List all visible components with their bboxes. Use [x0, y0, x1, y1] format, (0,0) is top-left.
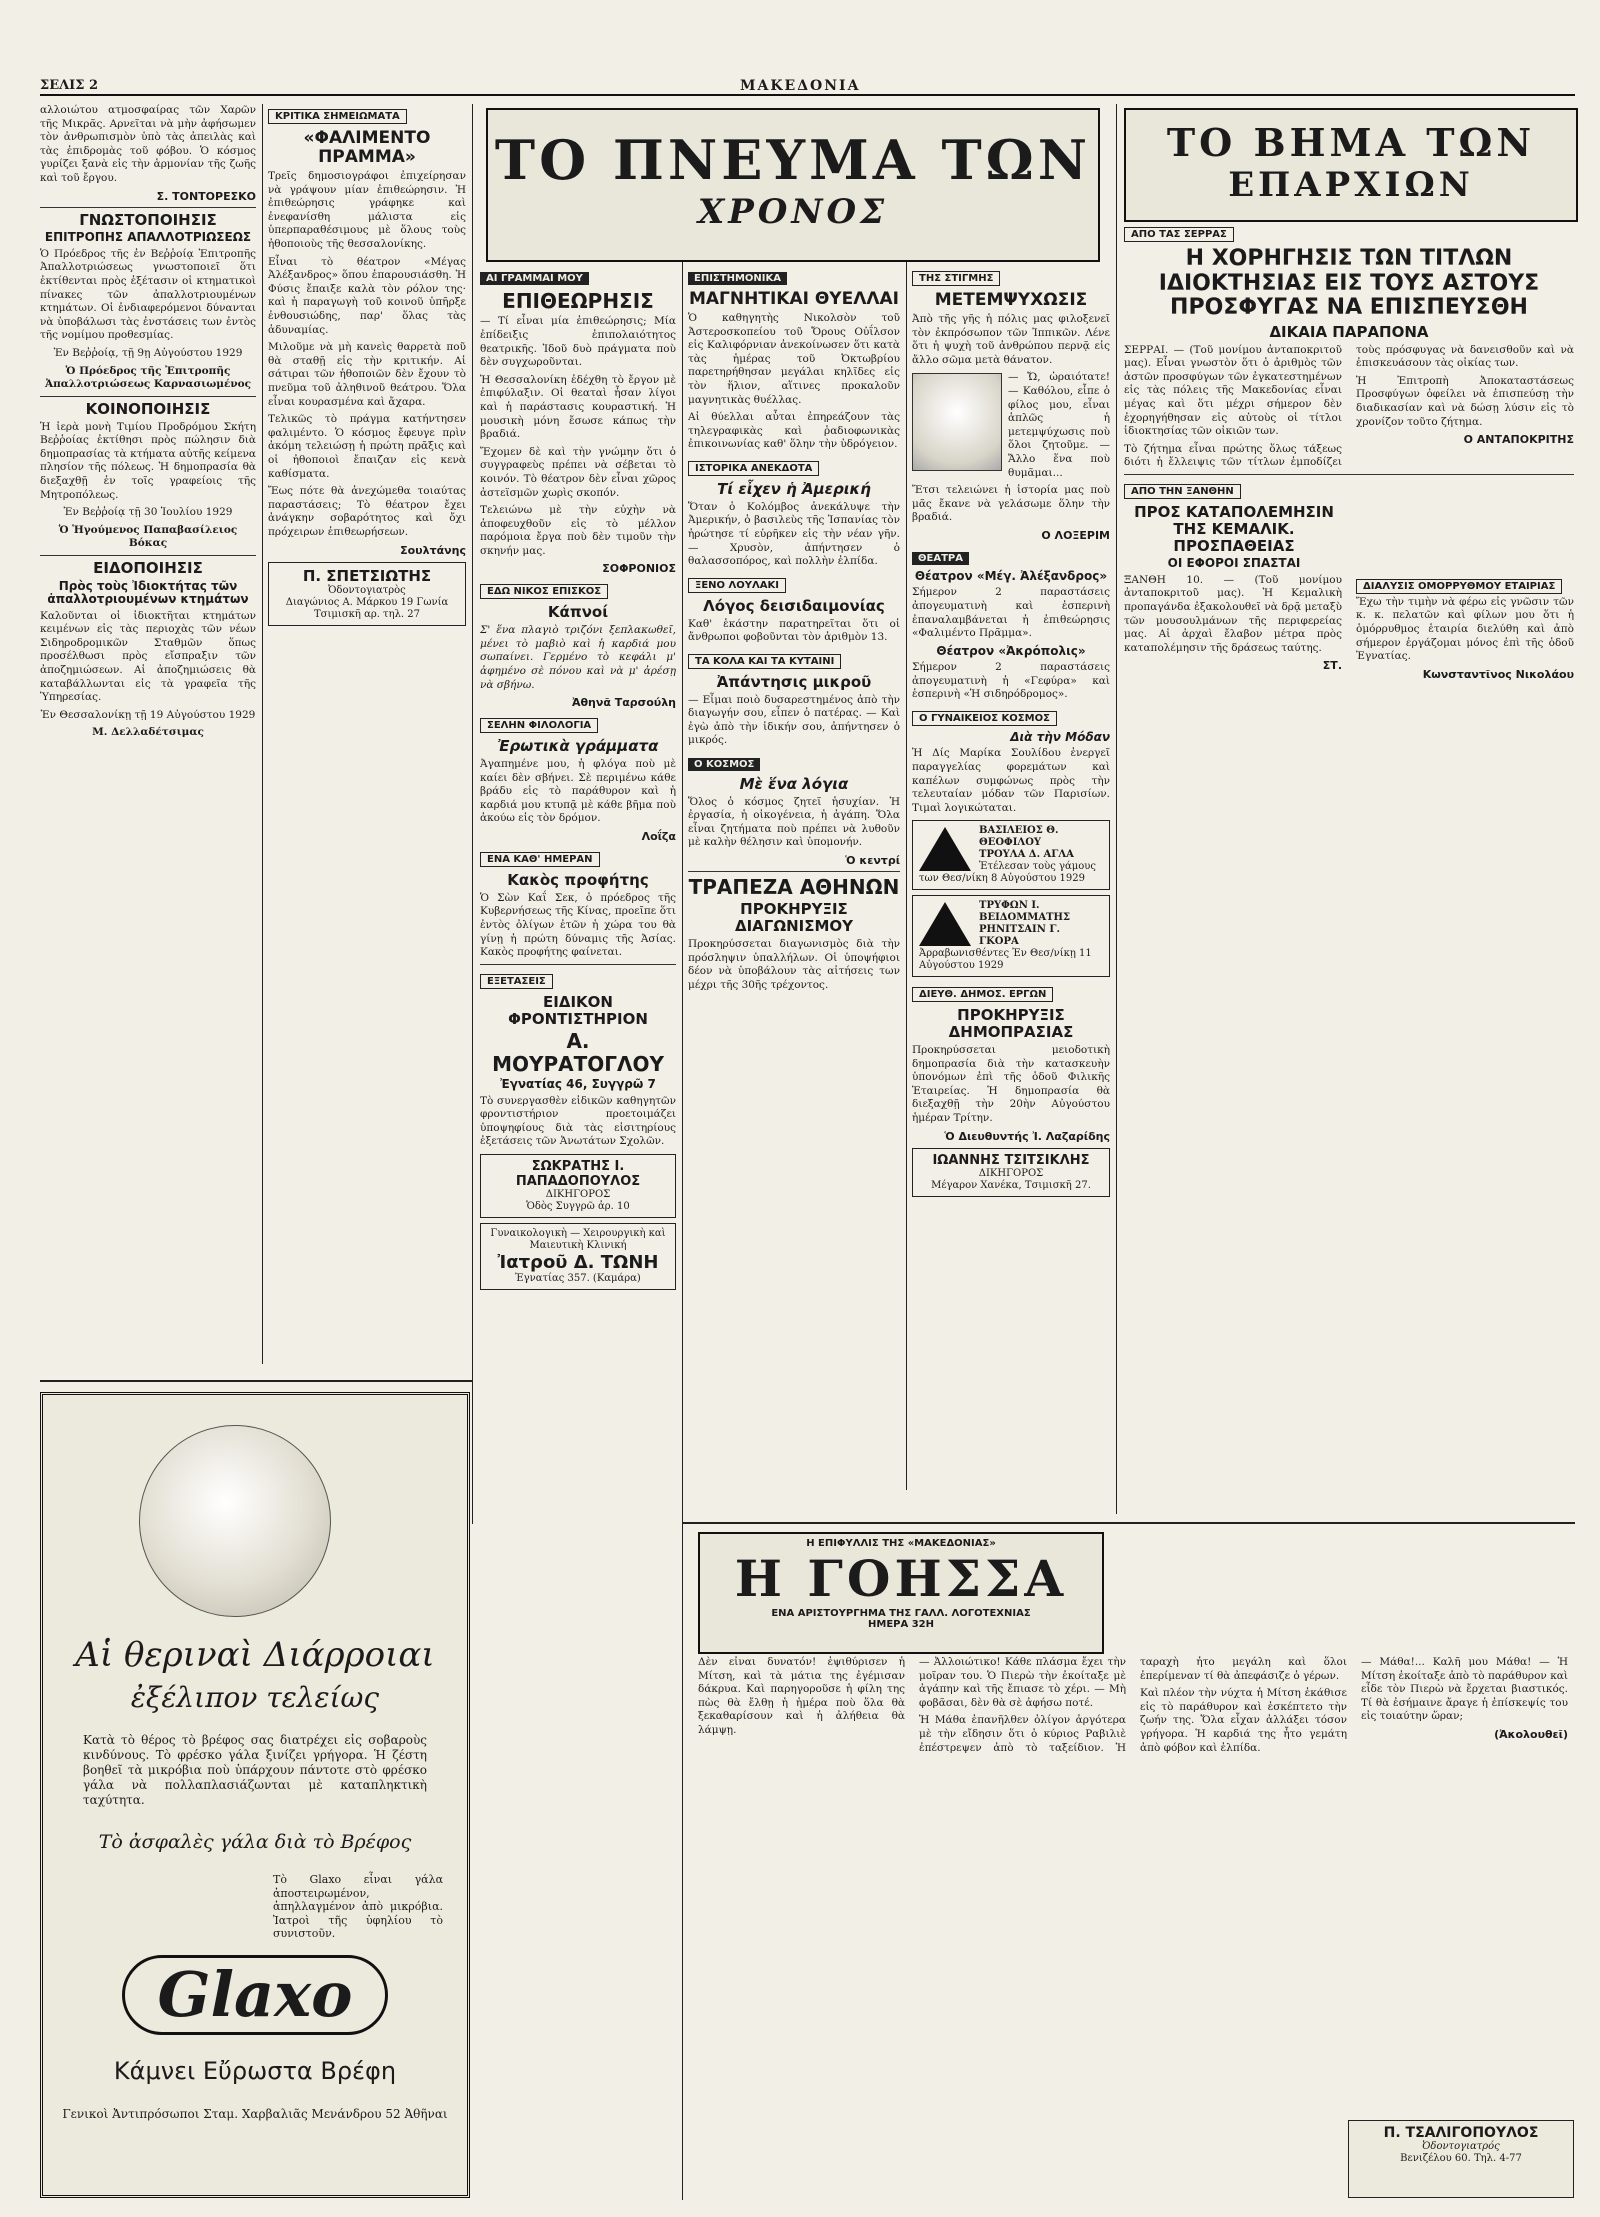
- article-text: Ἔχω τὴν τιμὴν νὰ φέρω εἰς γνῶσιν τῶν κ. κ. πελατῶν καὶ φίλων μου ὅτι ἡ ὁμόρρυθμος ἑταιρία διελύθη καὶ ἀπὸ σήμερον ἐργάζομαι μόνος ἐπὶ τῆς ὁδοῦ Ἐγνατίας.: [1356, 595, 1574, 663]
- notice-text: Ὁ Πρόεδρος τῆς ἐν Βεῤῥοίᾳ Ἐπιτροπῆς Ἀπαλλοτριώσεως γνωστοποιεῖ ὅτι ἐκτίθενται πρὸς ἐξέτασιν οἱ κτηματικοὶ πίνακες τῶν ἀπαλλοτριουμένων κτημάτων. Οἱ ἐνδιαφερόμενοι δύνανται νὰ ὑποβάλωσι τὰς ἐνστάσεις των ἐντὸς τῆς νομίμου προθεσμίας.: [40, 247, 256, 342]
- glaxo-logo-wrap: [63, 1955, 447, 2035]
- signature: Ἀθηνᾶ Ταρσούλη: [571, 696, 676, 710]
- signature: Ο ΛΟΞΕΡΙΜ: [1041, 528, 1110, 542]
- article-body: [1124, 344, 1574, 470]
- notice-date: Ἐν Θεσσαλονίκῃ τῇ 19 Αὐγούστου 1929: [40, 708, 256, 721]
- section-kicker: ΚΡΙΤΙΚΑ ΣΗΜΕΙΩΜΑΤΑ: [268, 109, 407, 124]
- notice-date: Ἐν Βεῤῥοίᾳ τῇ 30 Ἰουλίου 1929: [63, 506, 233, 519]
- page-number: ΣΕΛΙΣ 2: [40, 78, 99, 93]
- serial-text: — Ἀλλοιώτικο! Κάθε πλάσμα ἔχει τὴν μοῖραν του. Ὁ Πιερὼ τὴν ἐκοίταξε μὲ ἀγάπην καὶ τῆς ἔπιασε τὸ χέρι. — Μὴ φοβᾶσαι, δὲν θὰ σὲ ἀφήσω ποτέ.: [919, 1656, 1126, 1709]
- card-address: Μέγαρον Χανέκα, Τσιμισκῆ 27.: [931, 1179, 1091, 1191]
- section-kicker: ΣΕΛΗΝ ΦΙΛΟΛΟΓΙΑ: [480, 718, 598, 733]
- notice-name: ΒΑΣΙΛΕΙΟΣ Θ. ΘΕΟΦΙΛΟΥ: [979, 825, 1059, 849]
- article-title: Διὰ τὴν Μόδαν: [1010, 729, 1110, 744]
- ad-tagline: Κάμνει Εὔρωστα Βρέφη: [113, 2057, 397, 2085]
- serial-text: Καὶ πλέον τὴν νύχτα ἡ Μίτση ἐκάθισε εἰς τὸ παράθυρον καὶ ἐσκέπτετο τὴν ζωήν της. Ὅλα εἶχαν ἀλλάξει τόσον γρήγορα. Ἡ καρδιά της ἦτο γεμάτη ἀπὸ φόβον καὶ ἐλπίδα.: [1140, 1687, 1347, 1754]
- article-text: ΣΕΡΡΑΙ. — (Τοῦ μονίμου ἀνταποκριτοῦ μας). Εἶναι γνωστὸν ὅτι ὁ ἀριθμὸς τῶν ἀστῶν προσφύγων τῶν ἐγκατεστημένων εἰς τὰς πόλεις τῆς Μακεδονίας εἶναι μέγας καὶ ὅτι μέχρι σήμερον δὲν ἐχορηγήθησαν εἰς αὐτοὺς οἱ τίτλοι ἰδιοκτησίας τῶν οἰκιῶν των.: [1124, 343, 1342, 438]
- article-text: Καθ' ἑκάστην παρατηρεῖται ὅτι οἱ ἄνθρωποι φοβοῦνται τὸν ἀριθμὸν 13.: [688, 617, 900, 644]
- column-rule: [472, 104, 473, 1524]
- notice-text: Ἐτέλεσαν τοὺς γάμους των Θεσ/νίκη 8 Αὐγούστου 1929: [919, 861, 1096, 885]
- theatre-name: Θέατρον «Ἀκρόπολις»: [936, 643, 1086, 658]
- notice-text: Προκηρύσσεται μειοδοτικὴ δημοπρασία διὰ τὴν κατασκευὴν ὑπονόμων ἐπὶ τῆς ὁδοῦ Φιλικῆς Ἑταιρείας. Ἡ δημοπρασία θὰ διεξαχθῇ τὴν 20ὴν Αὐγούστου ἡμέραν Τρίτην.: [912, 1043, 1110, 1124]
- section-kicker: ΤΑ ΚΟΛΑ ΚΑΙ ΤΑ ΚΥΤΑΙΝΙ: [688, 654, 841, 669]
- caricature-portrait: [912, 373, 1002, 471]
- signature: ΣΟΦΡΟΝΙΟΣ: [602, 562, 676, 576]
- ad-agents: Γενικοὶ Ἀντιπρόσωποι Σταμ. Χαρβαλιᾶς Μενάνδρου 52 Ἀθῆναι: [62, 2107, 448, 2121]
- section-kicker: ΕΝΑ ΚΑΘ' ΗΜΕΡΑΝ: [480, 852, 600, 867]
- article-text: Τελικῶς τὸ πράγμα κατήντησεν φαλιμέντο. Ὁ κόσμος ἔφευγε πρὶν ἀκόμη τελειώσῃ ἡ πρώτη πρᾶξις καὶ οἱ ἠθοποιοὶ ἔπαιζαν εἰς κενὰ καθίσματα.: [268, 413, 466, 480]
- divider: [40, 207, 256, 208]
- signature: Ὁ κεντρί: [845, 854, 900, 868]
- theatre-text: Σήμερον 2 παραστάσεις ἀπογευματινὴ καὶ ἑσπερινὴ ἐπαναλαμβάνεται ἡ ἐπιθεώρησις «Φαλιμέντο Πρᾶμμα».: [912, 586, 1110, 640]
- divider: [1124, 474, 1574, 475]
- banner-title: ΤΟ ΠΝΕΥΜΑ ΤΩΝ: [494, 128, 1092, 192]
- notice-heading: ΕΙΔΟΠΟΙΗΣΙΣ: [93, 558, 203, 577]
- column-5: [912, 266, 1110, 1516]
- column-rule: [682, 260, 683, 2200]
- article-subtitle: ΔΙΚΑΙΑ ΠΑΡΑΠΟΝΑ: [1269, 322, 1429, 341]
- article-text: Τὸ ζήτημα εἶναι πρώτης ὅλως τάξεως διότι ἡ ἔλλειψις τῶν τίτλων ἐμποδίζει τοὺς πρόσφυγας νὰ δανεισθοῦν καὶ νὰ ἐπισκευάσουν τὰς οἰκίας των.: [1124, 343, 1574, 469]
- card-name: ΣΩΚΡΑΤΗΣ Ι. ΠΑΠΑΔΟΠΟΥΛΟΣ: [515, 1158, 641, 1189]
- card-name: Π. ΣΠΕΤΣΙΩΤΗΣ: [302, 566, 432, 585]
- notice-text: Ἀρραβωνισθέντες Ἐν Θεσ/νίκῃ 11 Αὐγούστου 1929: [919, 948, 1092, 972]
- signature: Ὁ Διευθυντής Ἰ. Λαζαρίδης: [944, 1129, 1110, 1143]
- article-text: αλλοιώτου ατμοσφαίρας τῶν Χαρῶν τῆς Μικρᾶς. Αρνεῖται νὰ μὴν ἀφήσωμεν τὸν ἀνθρωπισμὸν ὑπὸ τὰς ἀπειλὰς καὶ τὰς ἐπιδρομὰς τοῦ φόβου. Ὁ κόσμος γυρίζει ξανὰ εἰς τὴν ἁρμονίαν τῆς ζωῆς καὶ τοῦ ἔργου.: [40, 104, 256, 184]
- section-kicker: ΕΔΩ ΝΙΚΟΣ ΕΠΙΣΚΟΣ: [480, 584, 608, 599]
- article-title: ΜΑΓΝΗΤΙΚΑΙ ΘΥΕΛΛΑΙ: [688, 289, 900, 309]
- clinic-card: [480, 1223, 676, 1290]
- notice-subheading: ΕΠΙΤΡΟΠΗΣ ΑΠΑΛΛΟΤΡΙΩΣΕΩΣ: [44, 230, 252, 245]
- lawyer-card: [480, 1154, 676, 1218]
- notice-name: ΤΡΥΦΩΝ Ι. ΒΕΙΔΟΜΜΑΤΗΣ: [979, 900, 1071, 924]
- horizontal-rule: [682, 1522, 1575, 1524]
- school-address: Ἐγνατίας 46, Συγγρῶ 7: [500, 1077, 656, 1092]
- serial-kicker: Η ΕΠΙΦΥΛΛΙΣ ΤΗΣ «ΜΑΚΕΔΟΝΙΑΣ»: [806, 1538, 996, 1549]
- column-2: [268, 104, 466, 1374]
- signature: ΣΤ.: [1322, 659, 1342, 673]
- article-text: Αἱ θύελλαι αὗται ἐπηρεάζουν τὰς τηλεγραφικὰς καὶ ῥαδιοφωνικὰς ἐπικοινωνίας καθ' ὅλην τὴν ὑδρόγειον.: [688, 411, 900, 451]
- article-title: Μὲ ἕνα λόγια: [739, 774, 849, 793]
- article-text: Τελειώνω μὲ τὴν εὐχὴν νὰ ἀποφευχθοῦν εἰς τὸ μέλλον παρόμοια ἔργα ποὺ δὲν τιμοῦν τὴν σκηνήν μας.: [480, 504, 676, 557]
- card-address: Ὁδὸς Συγγρῶ ἀρ. 10: [526, 1200, 630, 1212]
- article-title: Λόγος δεισιδαιμονίας: [703, 596, 885, 615]
- article-text: Ἀγαπημένε μου, ἡ φλόγα ποὺ μὲ καίει δὲν σβήνει. Σὲ περιμένω κάθε βράδυ εἰς τὸ παράθυρον καὶ ἡ καρδιά μου κτυπᾷ μὲ κάθε βῆμα ποὺ ἀκούω εἰς τὸν δρόμον.: [480, 758, 676, 825]
- section-kicker: ΕΞΕΤΑΣΕΙΣ: [480, 974, 553, 989]
- serial-banner: [698, 1532, 1104, 1654]
- article-text: Ἔως πότε θὰ ἀνεχώμεθα τοιαύτας παραστάσεις; Τὸ θέατρον ἔχει ἀνάγκην σοβαρότητος καὶ ὄχι πρόχειρων ἐπιθεωρήσεων.: [268, 485, 466, 538]
- section-kicker: ΔΙΑΛΥΣΙΣ ΟΜΟΡΡΥΘΜΟΥ ΕΤΑΙΡΙΑΣ: [1356, 579, 1562, 594]
- column-4: [688, 266, 900, 1516]
- divider: [40, 396, 256, 397]
- notice-subheading: Πρὸς τοὺς Ἰδιοκτήτας τῶν ἀπαλλοτριουμένων κτημάτων: [47, 578, 249, 607]
- signature: Λοΐζα: [641, 830, 676, 844]
- banner-subtitle: ΕΠΑΡΧΙΩΝ: [1228, 165, 1474, 205]
- divider: [688, 871, 900, 872]
- card-role: ΔΙΚΗΓΟΡΟΣ: [978, 1167, 1044, 1179]
- card-name: Ἰατροῦ Δ. ΤΩΝΗ: [497, 1251, 659, 1273]
- column-rule: [906, 260, 907, 1490]
- divider: [40, 555, 256, 556]
- section-kicker: ΑΠΟ ΤΗΝ ΞΑΝΘΗΝ: [1124, 484, 1241, 499]
- banner-subtitle: ΧΡΟΝΟΣ: [697, 192, 889, 232]
- article-text: Ἔχομεν δὲ καὶ τὴν γνώμην ὅτι ὁ συγγραφεὺς πρέπει νὰ σέβεται τὸ κοινόν. Τὸ θέατρον δὲν εἶναι χῶρος ἀστεϊσμῶν χωρὶς σκοπόν.: [480, 445, 676, 499]
- school-heading: ΕΙΔΙΚΟΝ ΦΡΟΝΤΙΣΤΗΡΙΟΝ: [508, 992, 648, 1028]
- notice-signature: Ὁ Ἡγούμενος Παπαβασίλειος Βόκας: [58, 523, 238, 550]
- article-body: [1124, 574, 1574, 681]
- article-text: Ὅλος ὁ κόσμος ζητεῖ ἡσυχίαν. Ἡ ἐργασία, ἡ οἰκογένεια, ἡ ἀγάπη. Ὅλα εἶναι ζητήματα ποὺ πρέπει νὰ λυθοῦν μὲ καλὴν θέλησιν καὶ ὑπομονήν.: [688, 795, 900, 849]
- article-text: Ἔτσι τελειώνει ἡ ἱστορία μας ποὺ μᾶς ἔκανε νὰ γελάσωμε ὅλην τὴν βραδιά.: [912, 484, 1110, 524]
- article-text: Ἡ Δίς Μαρίκα Σουλίδου ἐνεργεῖ παραγγελίας φορεμάτων καὶ καπέλων συμφώνως πρὸς τὴν τελευταίαν μόδαν τῶν Παρισίων. Τιμαὶ λογικώταται.: [912, 747, 1110, 814]
- article-text: Ὅταν ὁ Κολόμβος ἀνεκάλυψε τὴν Ἀμερικήν, ὁ βασιλεὺς τῆς Ἱσπανίας τὸν ἠρώτησε τί εὑρῆκεν εἰς τὴν νέαν γῆν. — Χρυσὸν, ἀπήντησεν ὁ θαλασσοπόρος, καὶ πολλὴν ἐλπίδα.: [688, 500, 900, 568]
- column-1: [40, 104, 256, 1374]
- section-kicker: Ο ΓΥΝΑΙΚΕΙΟΣ ΚΟΣΜΟΣ: [912, 711, 1057, 726]
- notice-name: ΤΡΟΥΛΑ Δ. ΑΓΛΑ: [979, 849, 1074, 861]
- triangle-ornament: [919, 902, 971, 946]
- signature: Σ. ΤΟΝΤΟΡΕΣΚΟ: [156, 189, 256, 203]
- article-title: ΠΡΟΣ ΚΑΤΑΠΟΛΕΜΗΣΙΝ ΤΗΣ ΚΕΜΑΛΙΚ. ΠΡΟΣΠΑΘΕΙΑΣ: [1134, 503, 1334, 555]
- theatre-name: Θέατρον «Μέγ. Ἀλέξανδρος»: [914, 568, 1108, 583]
- notice-text: Καλοῦνται οἱ ἰδιοκτῆται κτημάτων κειμένων εἰς τὰς περιοχὰς τῶν νέων Σιδηροδρομικῶν Σταθμῶν ὅπως προσέλθωσι πρὸς εἴσπραξιν τῶν ἀποζημιώσεων. Αἱ ἀποζημιώσεις θὰ καταβάλλωνται εἰς τὰ γραφεῖα τῆς Ὑπηρεσίας.: [40, 609, 256, 704]
- article-text: ΞΑΝΘΗ 10. — (Τοῦ μονίμου ἀνταποκριτοῦ μας). Ἡ Κεμαλικὴ προπαγάνδα ἐξακολουθεῖ νὰ δρᾷ μεταξὺ τῶν μουσουλμάνων τῆς περιφερείας μας. Αἱ ἀρχαὶ ἔλαβον μέτρα πρὸς καταπολέμησιν τῆς δράσεως ταύτης.: [1124, 573, 1342, 654]
- article-text: — Τί εἶναι μία ἐπιθεώρησις; Μία ἐπίδειξις ἐπιπολαιότητος θεατρικῆς. Ἰδοῦ δυὸ πράγματα ποὺ δὲν συγχωροῦνται.: [480, 315, 676, 369]
- section-kicker: ΘΕΑΤΡΑ: [912, 552, 969, 565]
- section-kicker: Ο ΚΟΣΜΟΣ: [688, 758, 760, 771]
- article-text: Μιλοῦμε νὰ μὴ κανεὶς θαρρετὰ ποῦ θὰ σταθῇ εἰς τὴν κριτικήν. Αἱ σάτιραι τῶν ἠθοποιῶν δὲν ἔχουν τὸ πνεῦμα τοῦ ἀληθινοῦ θεάτρου. Ὅλα εἶναι κουρασμένα καὶ ἄχαρα.: [268, 341, 466, 408]
- serial-columns: [698, 1656, 1568, 2096]
- wedding-notice: [912, 820, 1110, 890]
- card-name: Π. ΤΣΑΛΙΓΟΠΟΥΛΟΣ: [1383, 2125, 1539, 2141]
- article-title: ΕΠΙΘΕΩΡΗΣΙΣ: [502, 289, 654, 313]
- article-text: Ἀπὸ τῆς γῆς ἡ πόλις μας φιλοξενεῖ τὸν ἐκπρόσωπον τῶν Ἰππικῶν. Λένε ὅτι ἡ ψυχὴ τοῦ ἀνθρώπου περνᾷ εἰς ἄλλο σῶμα μετὰ θάνατον.: [912, 313, 1110, 366]
- section-kicker: ΑΙ ΓΡΑΜΜΑΙ ΜΟΥ: [480, 272, 589, 285]
- serial-day: ΗΜΕΡΑ 32Η: [868, 1619, 934, 1630]
- notice-heading: ΠΡΟΚΗΡΥΞΙΣ ΔΗΜΟΠΡΑΣΙΑΣ: [948, 1006, 1074, 1042]
- serial-continued: (Ἀκολουθεῖ): [1494, 1727, 1568, 1741]
- card-address: Διαγώνιος Α. Μάρκου 19 Γωνία Τσιμισκῆ αρ. τηλ. 27: [285, 596, 449, 620]
- school-text: Τὸ συνεργασθὲν εἰδικῶν καθηγητῶν φροντιστήριον προετοιμάζει ὑποψηφίους διὰ τὰς εἰσιτηρίους ἐξετάσεις τῶν Ἀνωτάτων Σχολῶν.: [480, 1094, 676, 1148]
- horizontal-rule: [40, 1380, 472, 1382]
- bank-heading: ΤΡΑΠΕΖΑ ΑΘΗΝΩΝ: [688, 875, 900, 900]
- article-title: «ΦΑΛΙΜΕΝΤΟ ΠΡΑΜΜΑ»: [303, 128, 431, 168]
- article-text: Ἡ Ἐπιτροπὴ Ἀποκαταστάσεως Προσφύγων ὀφείλει νὰ ἐπισπεύσῃ τὴν διαδικασίαν καὶ νὰ δώσῃ λύσιν εἰς τὸ χρονίζον τοῦτο ζήτημα.: [1356, 374, 1574, 428]
- signature: Κωνσταντῖνος Νικολάου: [1422, 667, 1574, 681]
- article-text: — Εἶμαι ποιὸ δυσαρεστημένος ἀπὸ τὴν διαγωγήν σου, εἶπεν ὁ πατέρας. — Καὶ ἐγὼ ἀπὸ τὴν ἰδικήν σου, ἀπήντησεν ὁ μικρός.: [688, 693, 900, 747]
- card-role: Ὀδοντογιατρὸς: [328, 584, 406, 596]
- article-text: Ὁ Σὼν Καΐ Σεκ, ὁ πρόεδρος τῆς Κυβερνήσεως τῆς Κίνας, προεῖπε ὅτι ἐντὸς ὀλίγων ἐτῶν ἡ χώρα του θὰ γίνῃ ἡ πρώτη δύναμις τῆς Ἀσίας. Κακὸς προφήτης φαίνεται.: [480, 891, 676, 959]
- signature: Ο ΑΝΤΑΠΟΚΡΙΤΗΣ: [1463, 433, 1574, 447]
- notice-heading: ΚΟΙΝΟΠΟΙΗΣΙΣ: [85, 399, 211, 418]
- notice-name: ΡΗΝΙΤΣΑΙΝ Γ. ΓΚΟΡΑ: [979, 924, 1060, 948]
- bank-text: Προκηρύσσεται διαγωνισμὸς διὰ τὴν πρόσληψιν ὑπαλλήλων. Οἱ ὑποψήφιοι δέον νὰ ὑποβάλουν τὰς αἰτήσεις των μέχρι τῆς 30ῆς τρέχοντος.: [688, 938, 900, 991]
- card-role: Ὀδοντογιατρός: [1422, 2141, 1500, 2152]
- dentist-card: [1348, 2120, 1574, 2198]
- bank-subheading: ΠΡΟΚΗΡΥΞΙΣ ΔΙΑΓΩΝΙΣΜΟΥ: [734, 900, 854, 936]
- article-title: ΜΕΤΕΜΨΥΧΩΣΙΣ: [934, 290, 1088, 310]
- notice-text: Ἡ ἱερὰ μονὴ Τιμίου Προδρόμου Σκήτη Βεῤῥοίας ἐκτίθησι πρὸς πώλησιν διὰ δημοπρασίας τὰ κτήματα αὐτῆς κείμενα πλησίον τῆς πόλεως. Ἡ δημοπρασία θὰ διεξαχθῇ ἐν τοῖς γραφείοις τῆς Μητροπόλεως.: [40, 420, 256, 501]
- engagement-notice: [912, 895, 1110, 977]
- ad-slogan: Τὸ ἀσφαλὲς γάλα διὰ τὸ Βρέφος: [98, 1831, 412, 1853]
- article-title: Η ΧΟΡΗΓΗΣΙΣ ΤΩΝ ΤΙΤΛΩΝ ΙΔΙΟΚΤΗΣΙΑΣ ΕΙΣ ΤΟΥΣ ΑΣΤΟΥΣ ΠΡΟΣΦΥΓΑΣ ΝΑ ΕΠΙΣΠΕΥΣΘΗ: [1158, 246, 1540, 321]
- glaxo-advertisement: [40, 1392, 470, 2198]
- section-kicker: ΑΠΟ ΤΑΣ ΣΕΡΡΑΣ: [1124, 227, 1234, 242]
- ad-body: Κατὰ τὸ θέρος τὸ βρέφος σας διατρέχει εἰς σοβαροὺς κινδύνους. Τὸ φρέσκο γάλα ξινίζει γρήγορα. Ἡ ζέστη βοηθεῖ τὰ μικρόβια ποὺ ὑπάρχουν πάντοτε στὸ φρέσκο γάλα νὰ πολλαπλασιάζωνται μὲ καταπληκτικὴ ταχύτητα.: [83, 1733, 427, 1807]
- serial-text: — Μάθα!... Καλῆ μου Μάθα! — Ἡ Μίτση ἐκοίταξε ἀπὸ τὸ παράθυρον καὶ εἶδε τὸν Πιερὼ νὰ ἔρχεται βιαστικός. Τί θὰ ἐσήμαινε ἄραγε ἡ ἐπίσκεψίς του εἰς τοιαύτην ὥραν;: [1361, 1656, 1568, 1723]
- column-rule: [262, 104, 263, 1364]
- card-address: Βενιζέλου 60. Τηλ. 4-77: [1400, 2153, 1522, 2164]
- column-rule: [1116, 104, 1117, 1514]
- section-kicker: ΔΙΕΥΘ. ΔΗΜΟΣ. ΕΡΓΩΝ: [912, 987, 1053, 1002]
- glaxo-logo: Glaxo: [122, 1955, 388, 2035]
- article-text: — Ὤ, ὡραιότατε! — Καθόλου, εἶπε ὁ φίλος μου, εἶναι ἁπλῶς ἡ μετεμψύχωσις ποὺ ὅλοι ζητοῦμε. — Ἄλλο ἕνα ποὺ θυμᾶμαι...: [1008, 371, 1110, 479]
- notice-date: Ἐν Βεῤῥοίᾳ, τῇ 9ῃ Αὐγούστου 1929: [53, 346, 243, 359]
- notice-signature: Μ. Δελλαδέτσιμας: [92, 726, 204, 739]
- column-banner: [1124, 108, 1578, 222]
- card-top: Γυναικολογικὴ — Χειρουργικὴ καὶ Μαιευτικὴ Κλινική: [490, 1227, 666, 1251]
- article-text: Ὁ καθηγητὴς Νικολσὸν τοῦ Ἀστεροσκοπείου τοῦ Ὄρους Οὐΐλσον εἰς Καλιφόρνιαν ἀνεκοίνωσεν ὅτι κατὰ τὰς ἡμέρας τοῦ Ὀκτωβρίου παρετηρήθησαν μεγάλαι κηλῖδες εἰς τὸν ἥλιον, αἵτινες προκαλοῦν μαγνητικὰς θυέλλας.: [688, 312, 900, 406]
- ad-headline: Αἱ θεριναὶ Διάρροιαι: [75, 1635, 435, 1675]
- poem-text: Σ' ἕνα πλαγιὸ τριζόνι ξεπλακωθεῖ, μένει τὸ μαβιὸ καὶ ἡ καρδιά μου σωπαίνει. Γερμένο τὸ κεφάλι μ' ἀφημένο σὲ πόνου καὶ νὰ μ' ἀρέσῃ νὰ σβήνω.: [480, 624, 676, 691]
- school-name: Α. ΜΟΥΡΑΤΟΓΛΟΥ: [492, 1029, 664, 1076]
- section-kicker: ΕΠΙΣΤΗΜΟΝΙΚΑ: [688, 272, 787, 285]
- serial-subtitle: ΕΝΑ ΑΡΙΣΤΟΥΡΓΗΜΑ ΤΗΣ ΓΑΛΛ. ΛΟΓΟΤΕΧΝΙΑΣ: [771, 1608, 1031, 1619]
- article-title: Ἀπάντησις μικροῦ: [716, 672, 872, 691]
- article-text: Ἡ Θεσσαλονίκη ἐδέχθη τὸ ἔργον μὲ ἐπιφύλαξιν. Οἱ θεαταὶ ἦσαν λίγοι καὶ ἡ παράστασις κουραστική. Ἡ μουσικὴ μόνη ἔσωσε κάπως τὴν βραδιά.: [480, 373, 676, 441]
- article-text: Τρεῖς δημοσιογράφοι ἐπιχείρησαν νὰ γράψουν μίαν ἐπιθεώρησιν. Ἡ ἐπιθεώρησις γράφηκε καὶ ἐνεφανίσθη μάλιστα εἰς ὑπερπαραθέσιμους μὲ ὅλους τοὺς ἠθοποιοὺς τῆς θεσσαλονίκης.: [268, 170, 466, 251]
- card-role: ΔΙΚΗΓΟΡΟΣ: [545, 1188, 611, 1200]
- banner-title: ΤΟ ΒΗΜΑ ΤΩΝ: [1166, 120, 1536, 165]
- divider: [480, 964, 676, 965]
- column-6: [1124, 222, 1574, 1512]
- article-title: Ἐρωτικὰ γράμματα: [497, 737, 659, 756]
- card-name: ΙΩΑΝΝΗΣ ΤΣΙΤΣΙΚΛΗΣ: [932, 1152, 1090, 1168]
- article-text: Εἶναι τὸ θέατρον «Μέγας Ἀλέξανδρος» ὅπου ἐπαρουσιάσθη. Ἡ Φύσις ἔπαιξε καλὰ τὸν ρόλον της· καὶ ἡ παραγωγὴ τοῦ κοινοῦ ὑπῆρξε ἐνθουσιώδης, παρ' ὅλας τὰς ἀδυναμίας.: [268, 255, 466, 336]
- article-title: Τί εἶχεν ἡ Ἀμερική: [717, 479, 871, 498]
- article-title: Κακὸς προφήτης: [507, 871, 649, 890]
- column-3: [480, 266, 676, 2196]
- column-banner: [486, 108, 1100, 262]
- section-kicker: ΙΣΤΟΡΙΚΑ ΑΝΕΚΔΟΤΑ: [688, 461, 819, 476]
- theatre-text: Σήμερον 2 παραστάσεις ἀπογευματινὴ ἡ «Γεφύρα» καὶ ἑσπερινὴ «Ἡ σιδηρόδρομος».: [912, 661, 1110, 701]
- article-title: Κάπνοί: [547, 603, 609, 622]
- serial-title: Η ΓΟΗΣΣΑ: [734, 1549, 1068, 1608]
- article-subtitle: ΟΙ ΕΦΟΡΟΙ ΣΠΑΣΤΑΙ: [1167, 556, 1301, 571]
- triangle-ornament: [919, 827, 971, 871]
- ad-headline-2: ἐξέλιπον τελείως: [130, 1681, 380, 1714]
- newspaper-name: ΜΑΚΕΔΟΝΙΑ: [740, 78, 861, 94]
- notice-signature: Ὁ Πρόεδρος τῆς Ἐπιτροπῆς Ἀπαλλοτριώσεως Καρνασιωμένος: [44, 364, 252, 391]
- lawyer-card: [912, 1148, 1110, 1197]
- serial-text: Ἡ Μάθα ἐπανῆλθεν ὀλίγον ἀργότερα μὲ τὴν εἴδησιν ὅτι ὁ κύριος Ραβιλιὲ ἐπέστρεψεν ἀπὸ τὸ ταξείδιον. Ἡ ταραχὴ ἦτο μεγάλη καὶ ὅλοι ἐπερίμεναν τί θὰ ἀπεφάσιζε ὁ γέρων.: [919, 1656, 1347, 1754]
- section-kicker: ΞΕΝΟ ΛΟΥΛΑΚΙ: [688, 578, 786, 593]
- signature: Σουλτάνης: [400, 543, 466, 557]
- masthead: [40, 78, 1575, 96]
- baby-illustration: [139, 1425, 331, 1617]
- section-kicker: ΤΗΣ ΣΤΙΓΜΗΣ: [912, 271, 1000, 286]
- professional-card: [268, 562, 466, 626]
- notice-heading: ΓΝΩΣΤΟΠΟΙΗΣΙΣ: [79, 210, 217, 229]
- serial-text: Δὲν εἶναι δυνατόν! ἐψιθύρισεν ἡ Μίτση, καὶ τὰ μάτια της ἐγέμισαν δάκρυα. Καὶ παρηγοροῦσε ἡ φίλη της πὼς θὰ ἔλθῃ ἡ ἡμέρα ποὺ ὅλα θὰ ξεκαθαρίσουν καὶ ἡ ἀλήθεια θὰ λάμψῃ.: [698, 1656, 905, 1736]
- card-address: Ἐγνατίας 357. (Καμάρα): [515, 1272, 641, 1284]
- ad-side-text: Τὸ Glaxo εἶναι γάλα ἀποστειρωμένον, ἀπηλλαγμένον ἀπὸ μικρόβια. Ἰατροὶ τῆς ὑφηλίου τὸ συνιστοῦν.: [273, 1873, 443, 1941]
